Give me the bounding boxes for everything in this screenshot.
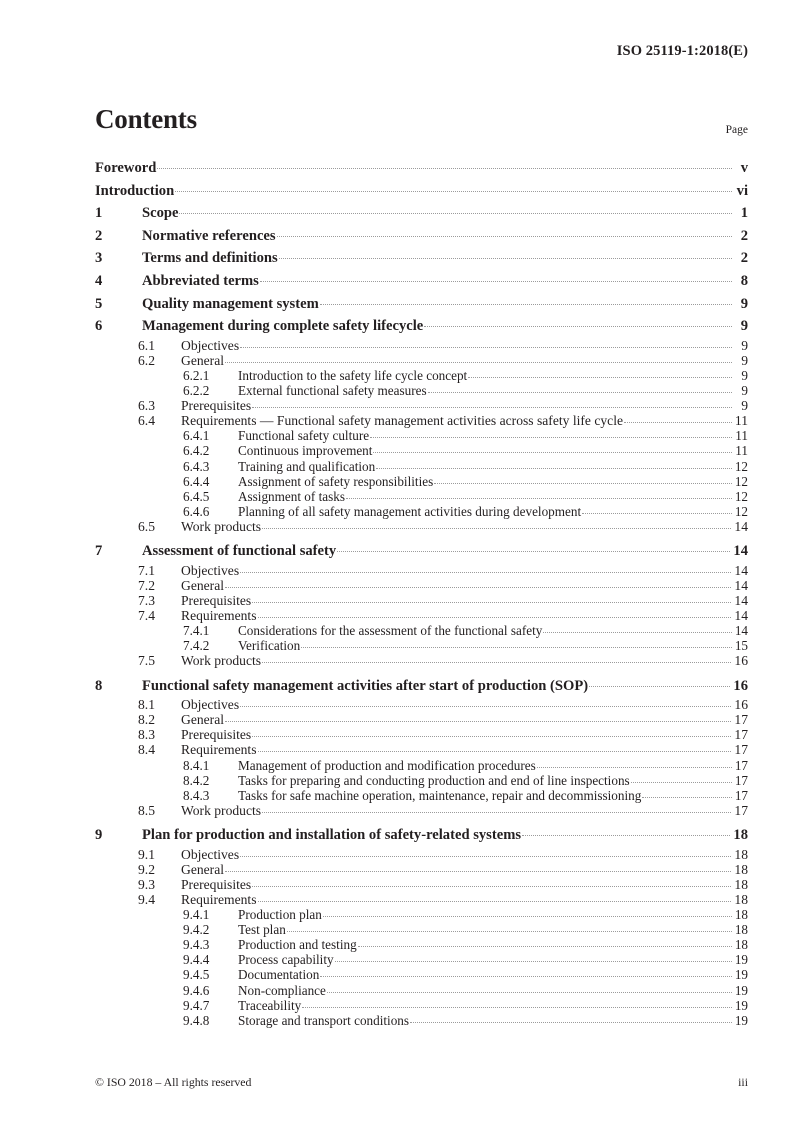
toc-entry-title: Continuous improvement [238, 443, 373, 459]
toc-entry[interactable] [95, 998, 748, 1013]
toc-leader-dots [335, 961, 732, 962]
toc-entry-page: 14 [734, 608, 748, 624]
toc-entry-title: Prerequisites [181, 876, 252, 892]
toc-entry[interactable] [95, 773, 748, 788]
toc-leader-dots [434, 483, 732, 484]
toc-leader-dots [225, 587, 731, 588]
toc-entry-number: 8.4.2 [183, 772, 210, 788]
toc-entry[interactable] [95, 270, 748, 293]
toc-entry[interactable] [95, 428, 748, 443]
toc-entry-title: Requirements [181, 742, 257, 758]
page-column-label: Page [725, 124, 748, 136]
toc-entry[interactable] [95, 697, 748, 712]
toc-entry-page: 19 [734, 1012, 748, 1028]
toc-entry-title: Functional safety culture [238, 428, 370, 444]
toc-entry[interactable] [95, 504, 748, 519]
toc-entry[interactable] [95, 225, 748, 248]
toc-leader-dots [179, 213, 732, 214]
contents-header [95, 104, 748, 138]
toc-entry-title: Tasks for safe machine operation, maintenance, repair and decommissioning [238, 787, 642, 803]
toc-entry-page: v [740, 160, 748, 176]
toc-leader-dots [468, 377, 732, 378]
toc-entry-title: General [181, 352, 225, 368]
toc-entry-page: 2 [740, 227, 748, 244]
toc-entry-title: Prerequisites [181, 398, 252, 414]
toc-entry-title: Process capability [238, 952, 334, 968]
toc-entry-page: 19 [734, 982, 748, 998]
toc-entry-number: 7.2 [138, 577, 155, 593]
toc-entry-title: Non-compliance [238, 982, 326, 998]
toc-entry[interactable] [95, 593, 748, 608]
toc-leader-dots [302, 1007, 732, 1008]
toc-entry-number: 9.4 [138, 892, 155, 907]
toc-entry-title: Production plan [238, 907, 322, 923]
toc-entry-title: Scope [142, 205, 179, 222]
toc-leader-dots [543, 632, 731, 633]
toc-leader-dots [240, 856, 731, 857]
toc-entry-title: Functional safety management activities after start of production (SOP) [142, 677, 589, 694]
toc-entry[interactable] [95, 180, 748, 203]
toc-entry-number: 9.4.1 [183, 907, 210, 923]
toc-entry-page: 18 [733, 827, 748, 844]
toc-entry-number: 9.4.3 [183, 937, 210, 953]
toc-entry-number: 6.2 [138, 352, 155, 368]
toc-entry[interactable] [95, 967, 748, 982]
toc-leader-dots [642, 797, 731, 798]
toc-entry-title: General [181, 712, 225, 728]
footer-page-number: iii [738, 1075, 748, 1089]
toc-entry[interactable] [95, 952, 748, 967]
toc-entry-number: 6.4.4 [183, 473, 210, 489]
toc-entry-title: External functional safety measures [238, 383, 427, 399]
toc-entry-page: 14 [734, 562, 748, 578]
toc-leader-dots [279, 258, 732, 259]
toc-entry[interactable] [95, 862, 748, 877]
toc-entry[interactable] [95, 638, 748, 653]
toc-leader-dots [624, 422, 732, 423]
toc-entry[interactable] [95, 443, 748, 458]
toc-entry-page: 9 [740, 318, 748, 335]
toc-leader-dots [370, 437, 732, 438]
page-title: Contents [95, 104, 197, 134]
toc-entry-number: 6.2.1 [183, 367, 210, 383]
toc-entry-number: 3 [95, 250, 103, 267]
toc-leader-dots [337, 551, 730, 552]
toc-leader-dots [320, 304, 732, 305]
toc-entry[interactable] [95, 788, 748, 803]
toc-entry[interactable] [95, 824, 748, 847]
toc-entry-page: 12 [734, 458, 748, 474]
toc-entry-page: 19 [734, 997, 748, 1013]
toc-leader-dots [428, 392, 732, 393]
toc-leader-dots [262, 662, 731, 663]
toc-entry-title: Introduction [95, 182, 175, 199]
toc-entry-number: 9.4.8 [183, 1012, 210, 1028]
toc-entry-number: 8.4.1 [183, 757, 210, 773]
toc-entry-page: 14 [734, 577, 748, 593]
toc-entry-number: 6 [95, 318, 103, 335]
toc-entry-number: 2 [95, 227, 103, 244]
toc-entry[interactable] [95, 937, 748, 952]
toc-entry-page: 9 [741, 367, 748, 383]
toc-entry-page: 18 [734, 907, 748, 923]
toc-entry-number: 7.3 [138, 592, 155, 608]
toc-entry-title: Introduction to the safety life cycle concept [238, 367, 468, 383]
toc-entry-title: Storage and transport conditions [238, 1012, 410, 1028]
toc-entry-number: 6.3 [138, 398, 155, 414]
toc-entry[interactable] [95, 383, 748, 398]
toc-entry-number: 9.4.2 [183, 922, 210, 938]
toc-entry-page: 14 [734, 623, 748, 639]
toc-entry-title: Requirements — Functional safety management activities across safety life cycle [181, 413, 624, 429]
toc-entry-number: 7 [95, 543, 103, 560]
toc-entry-page: 18 [734, 876, 748, 892]
toc-leader-dots [631, 782, 732, 783]
toc-entry-title: Normative references [142, 227, 276, 244]
toc-entry[interactable] [95, 653, 748, 668]
toc-entry-title: General [181, 577, 225, 593]
toc-leader-dots [225, 721, 731, 722]
toc-entry-number: 6.1 [138, 337, 155, 353]
toc-entry-number: 6.4.2 [183, 443, 210, 459]
toc-leader-dots [410, 1022, 732, 1023]
toc-entry-title: Objectives [181, 697, 240, 713]
toc-entry-title: Work products [181, 653, 262, 669]
toc-entry-number: 9.3 [138, 876, 155, 892]
toc-leader-dots [258, 751, 732, 752]
toc-leader-dots [358, 946, 732, 947]
toc-entry-page: 12 [734, 488, 748, 504]
toc-entry-title: Objectives [181, 337, 240, 353]
toc-entry-page: 18 [734, 892, 748, 907]
toc-entry[interactable] [95, 474, 748, 489]
toc-leader-dots [252, 886, 731, 887]
toc-entry-number: 8 [95, 677, 103, 694]
toc-entry-page: 17 [734, 787, 748, 803]
toc-entry-title: Prerequisites [181, 592, 252, 608]
toc-entry-number: 6.4.1 [183, 428, 210, 444]
toc-entry[interactable] [95, 540, 748, 563]
toc-leader-dots [157, 168, 732, 169]
toc-entry-number: 9 [95, 827, 103, 844]
toc-entry-number: 8.4 [138, 742, 155, 758]
toc-leader-dots [323, 916, 732, 917]
toc-entry[interactable] [95, 1013, 748, 1028]
toc-entry[interactable] [95, 608, 748, 623]
toc-entry-number: 8.3 [138, 727, 155, 743]
toc-entry[interactable] [95, 922, 748, 937]
toc-entry[interactable] [95, 519, 748, 534]
document-footer [95, 1075, 748, 1090]
toc-entry-page: 18 [734, 922, 748, 938]
toc-leader-dots [589, 686, 730, 687]
toc-entry-title: Assignment of tasks [238, 488, 345, 504]
toc-leader-dots [260, 281, 732, 282]
toc-entry-title: Assessment of functional safety [142, 543, 337, 560]
toc-entry-number: 7.4 [138, 608, 155, 624]
toc-entry-number: 5 [95, 295, 103, 312]
toc-entry-number: 9.2 [138, 861, 155, 877]
toc-leader-dots [252, 602, 731, 603]
toc-entry-page: 18 [734, 846, 748, 862]
toc-entry-page: 18 [734, 937, 748, 953]
toc-entry[interactable] [95, 338, 748, 353]
toc-entry-number: 6.4.6 [183, 503, 210, 519]
toc-leader-dots [277, 236, 732, 237]
toc-entry-page: 12 [734, 473, 748, 489]
toc-leader-dots [258, 617, 732, 618]
toc-entry-page: 17 [734, 802, 748, 818]
toc-leader-dots [327, 992, 732, 993]
toc-entry-title: Management of production and modification procedures [238, 757, 536, 773]
toc-entry[interactable] [95, 983, 748, 998]
toc-entry-number: 7.1 [138, 562, 155, 578]
toc-leader-dots [262, 812, 731, 813]
table-of-contents [95, 157, 748, 1028]
toc-leader-dots [225, 362, 732, 363]
toc-entry[interactable] [95, 847, 748, 862]
toc-entry-title: Test plan [238, 922, 286, 938]
toc-entry-title: Traceability [238, 997, 302, 1013]
toc-entry-number: 9.4.6 [183, 982, 210, 998]
toc-entry-page: 17 [734, 712, 748, 728]
toc-entry-page: 9 [741, 398, 748, 414]
toc-entry-page: 14 [734, 518, 748, 534]
toc-entry-number: 7.4.1 [183, 623, 210, 639]
toc-entry-page: 11 [734, 413, 748, 429]
toc-entry[interactable] [95, 877, 748, 892]
toc-entry-page: 16 [734, 697, 748, 713]
toc-entry-number: 8.2 [138, 712, 155, 728]
toc-entry-page: 9 [741, 383, 748, 399]
toc-leader-dots [262, 528, 731, 529]
toc-entry-title: Prerequisites [181, 727, 252, 743]
toc-leader-dots [373, 452, 732, 453]
toc-entry-page: 9 [741, 352, 748, 368]
toc-entry-title: Abbreviated terms [142, 272, 259, 289]
toc-entry-title: Objectives [181, 846, 240, 862]
toc-entry-title: Terms and definitions [142, 250, 278, 267]
toc-leader-dots [522, 835, 730, 836]
toc-entry-number: 8.5 [138, 802, 155, 818]
toc-entry-number: 6.4 [138, 413, 155, 429]
toc-entry-title: Requirements [181, 608, 257, 624]
toc-entry-title: Requirements [181, 892, 257, 907]
toc-entry-page: 16 [733, 677, 748, 694]
toc-entry-page: 19 [734, 952, 748, 968]
toc-leader-dots [225, 871, 731, 872]
toc-entry[interactable] [95, 315, 748, 338]
toc-leader-dots [424, 326, 732, 327]
toc-entry[interactable] [95, 459, 748, 474]
toc-entry-number: 1 [95, 205, 103, 222]
toc-entry[interactable] [95, 293, 748, 316]
toc-entry[interactable] [95, 489, 748, 504]
toc-entry-title: Management during complete safety lifecycle [142, 318, 424, 335]
toc-entry-page: 2 [740, 250, 748, 267]
toc-entry[interactable] [95, 907, 748, 922]
toc-entry-title: General [181, 861, 225, 877]
toc-entry-page: 9 [740, 295, 748, 312]
toc-entry-number: 9.1 [138, 846, 155, 862]
toc-entry[interactable] [95, 398, 748, 413]
toc-entry-page: 17 [734, 742, 748, 758]
toc-entry-page: 17 [734, 727, 748, 743]
toc-leader-dots [240, 706, 731, 707]
toc-entry[interactable] [95, 892, 748, 907]
toc-entry-title: Objectives [181, 562, 240, 578]
toc-entry-page: 19 [734, 967, 748, 983]
toc-entry-page: 12 [734, 503, 748, 519]
toc-entry-title: Considerations for the assessment of the functional safety [238, 623, 543, 639]
toc-entry[interactable] [95, 247, 748, 270]
toc-leader-dots [287, 931, 732, 932]
toc-entry-title: Verification [238, 638, 301, 654]
toc-entry-number: 6.2.2 [183, 383, 210, 399]
toc-entry-page: 9 [741, 337, 748, 353]
toc-entry-number: 6.4.3 [183, 458, 210, 474]
toc-entry[interactable] [95, 623, 748, 638]
toc-entry-page: 14 [734, 592, 748, 608]
toc-entry-number: 4 [95, 272, 103, 289]
toc-leader-dots [346, 498, 732, 499]
toc-entry-number: 9.4.7 [183, 997, 210, 1013]
toc-leader-dots [376, 468, 732, 469]
toc-entry-page: 15 [734, 638, 748, 654]
toc-leader-dots [240, 572, 731, 573]
toc-leader-dots [175, 191, 732, 192]
document-header-id: ISO 25119-1:2018(E) [616, 43, 748, 59]
toc-entry[interactable] [95, 727, 748, 742]
toc-leader-dots [320, 976, 732, 977]
toc-entry-page: 18 [734, 861, 748, 877]
toc-entry[interactable] [95, 413, 748, 428]
toc-entry-page: 17 [734, 772, 748, 788]
toc-entry[interactable] [95, 742, 748, 757]
toc-entry[interactable] [95, 803, 748, 818]
toc-entry-number: 7.4.2 [183, 638, 210, 654]
toc-entry-title: Assignment of safety responsibilities [238, 473, 434, 489]
toc-entry-page: 16 [734, 653, 748, 669]
toc-entry-title: Work products [181, 518, 262, 534]
toc-entry[interactable] [95, 353, 748, 368]
toc-entry-title: Production and testing [238, 937, 357, 953]
toc-leader-dots [301, 647, 732, 648]
toc-entry-page: 8 [740, 272, 748, 289]
toc-entry-number: 9.4.4 [183, 952, 210, 968]
toc-leader-dots [537, 767, 732, 768]
toc-entry-title: Foreword [95, 160, 157, 176]
toc-leader-dots [258, 901, 732, 902]
toc-leader-dots [252, 736, 731, 737]
toc-entry[interactable] [95, 202, 748, 225]
toc-leader-dots [240, 347, 732, 348]
toc-entry-page: 11 [735, 443, 748, 459]
toc-entry[interactable] [95, 712, 748, 727]
toc-entry-number: 6.4.5 [183, 488, 210, 504]
toc-leader-dots [252, 407, 732, 408]
toc-entry-title: Planning of all safety management activities during development [238, 503, 582, 519]
toc-entry-number: 9.4.5 [183, 967, 210, 983]
toc-entry-page: vi [736, 182, 748, 199]
toc-entry-page: 17 [734, 757, 748, 773]
copyright-notice: © ISO 2018 – All rights reserved [95, 1075, 252, 1089]
toc-entry[interactable] [95, 157, 748, 180]
toc-entry-number: 7.5 [138, 653, 155, 669]
toc-entry[interactable] [95, 675, 748, 698]
toc-entry-number: 6.5 [138, 518, 155, 534]
toc-entry[interactable] [95, 758, 748, 773]
toc-entry[interactable] [95, 563, 748, 578]
toc-entry-page: 11 [735, 428, 748, 444]
toc-entry-number: 8.1 [138, 697, 155, 713]
toc-entry-title: Documentation [238, 967, 320, 983]
toc-entry[interactable] [95, 368, 748, 383]
toc-entry-number: 8.4.3 [183, 787, 210, 803]
toc-entry-title: Plan for production and installation of safety-related systems [142, 827, 522, 844]
toc-entry[interactable] [95, 578, 748, 593]
toc-entry-page: 1 [740, 205, 748, 222]
toc-entry-title: Work products [181, 802, 262, 818]
toc-entry-title: Quality management system [142, 295, 319, 312]
toc-leader-dots [582, 513, 732, 514]
toc-entry-title: Tasks for preparing and conducting production and end of line inspections [238, 772, 630, 788]
toc-entry-page: 14 [733, 543, 748, 560]
toc-entry-title: Training and qualification [238, 458, 376, 474]
